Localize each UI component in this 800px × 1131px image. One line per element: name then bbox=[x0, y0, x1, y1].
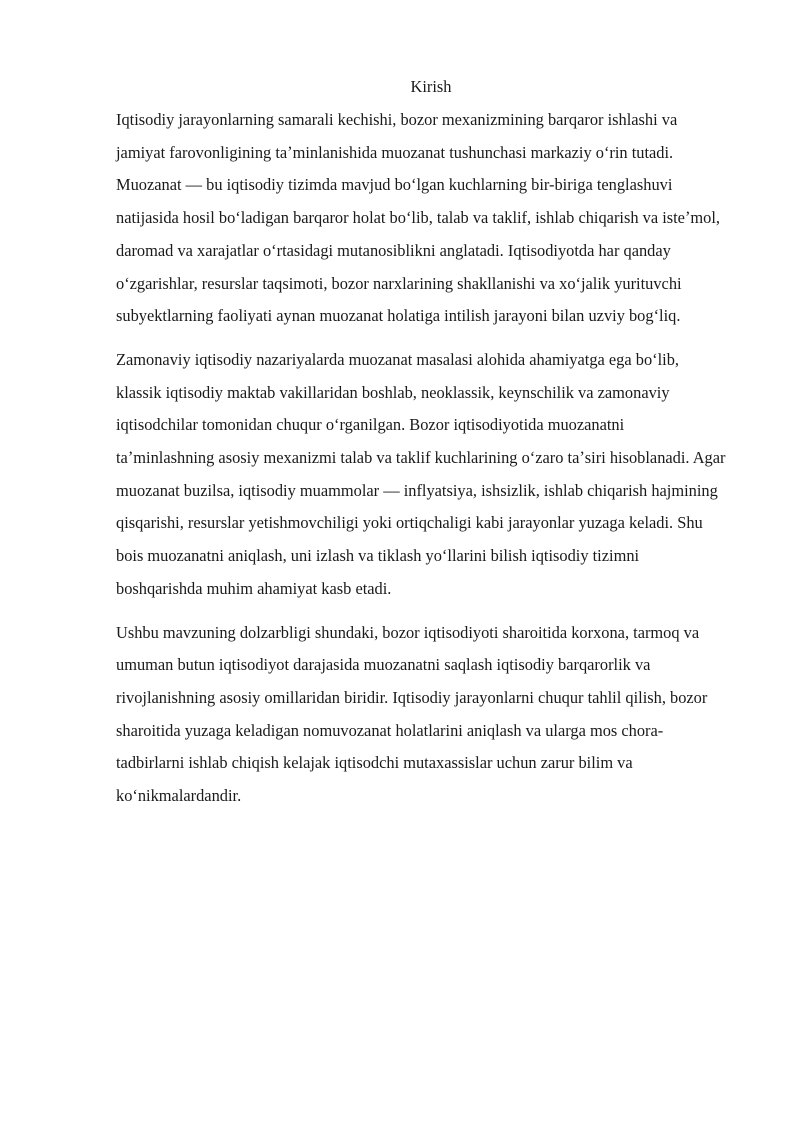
section-title: Kirish bbox=[410, 77, 452, 96]
paragraph-2: Zamonaviy iqtisodiy nazariyalarda muozanat masalasi alohida ahamiyatga ega boʻlib, klassik iqtisodiy maktab vakillaridan boshlab, neoklassik, keynschilik va zamonaviy iqtisodchilar tomonidan chuqur oʻrganilgan. Bozor iqtisodiyotida muozanatni taʼminlashning asosiy mexanizmi talab va taklif kuchlarining oʻzaro taʼsiri hisoblanadi. Agar muozanat buzilsa, iqtisodiy muammolar — inflyatsiya, ishsizlik, ishlab chiqarish hajmining qisqarishi, resurslar yetishmovchiligi yoki ortiqchaligi kabi jarayonlar yuzaga keladi. Shu bois muozanatni aniqlash, uni izlash va tiklash yoʻllarini bilish iqtisodiy tizimni boshqarishda muhim ahamiyat kasb etadi. bbox=[116, 349, 726, 598]
paragraph-1: Iqtisodiy jarayonlarning samarali kechishi, bozor mexanizmining barqaror ishlashi va jamiyat farovonligining taʼminlanishida muozanat tushunchasi markaziy oʻrin tutadi. Muozanat — bu iqtisodiy tizimda mavjud boʻlgan kuchlarning bir-biriga tenglashuvi natijasida hosil boʻladigan barqaror holat boʻlib, talab va taklif, ishlab chiqarish va isteʼmol, daromad va xarajatlar oʻrtasidagi mutanosiblikni anglatadi. Iqtisodiyotda har qanday oʻzgarishlar, resurslar taqsimoti, bozor narxlarining shakllanishi va xoʻjalik yurituvchi subyektlarning faoliyati aynan muozanat holatiga intilish jarayoni bilan uzviy bogʻliq. bbox=[116, 110, 721, 326]
paragraph-3: Ushbu mavzuning dolzarbligi shundaki, bozor iqtisodiyoti sharoitida korxona, tarmoq va umuman butun iqtisodiyot darajasida muozanatni saqlash iqtisodiy barqarorlik va rivojlanishning asosiy omillaridan biridir. Iqtisodiy jarayonlarni chuqur tahlil qilish, bozor sharoitida yuzaga keladigan nomuvozanat holatlarini aniqlash va ularga mos chora-tadbirlarni ishlab chiqish kelajak iqtisodchi mutaxassislar uchun zarur bilim va koʻnikmalardandir. bbox=[116, 622, 708, 806]
document-body bbox=[116, 74, 726, 824]
